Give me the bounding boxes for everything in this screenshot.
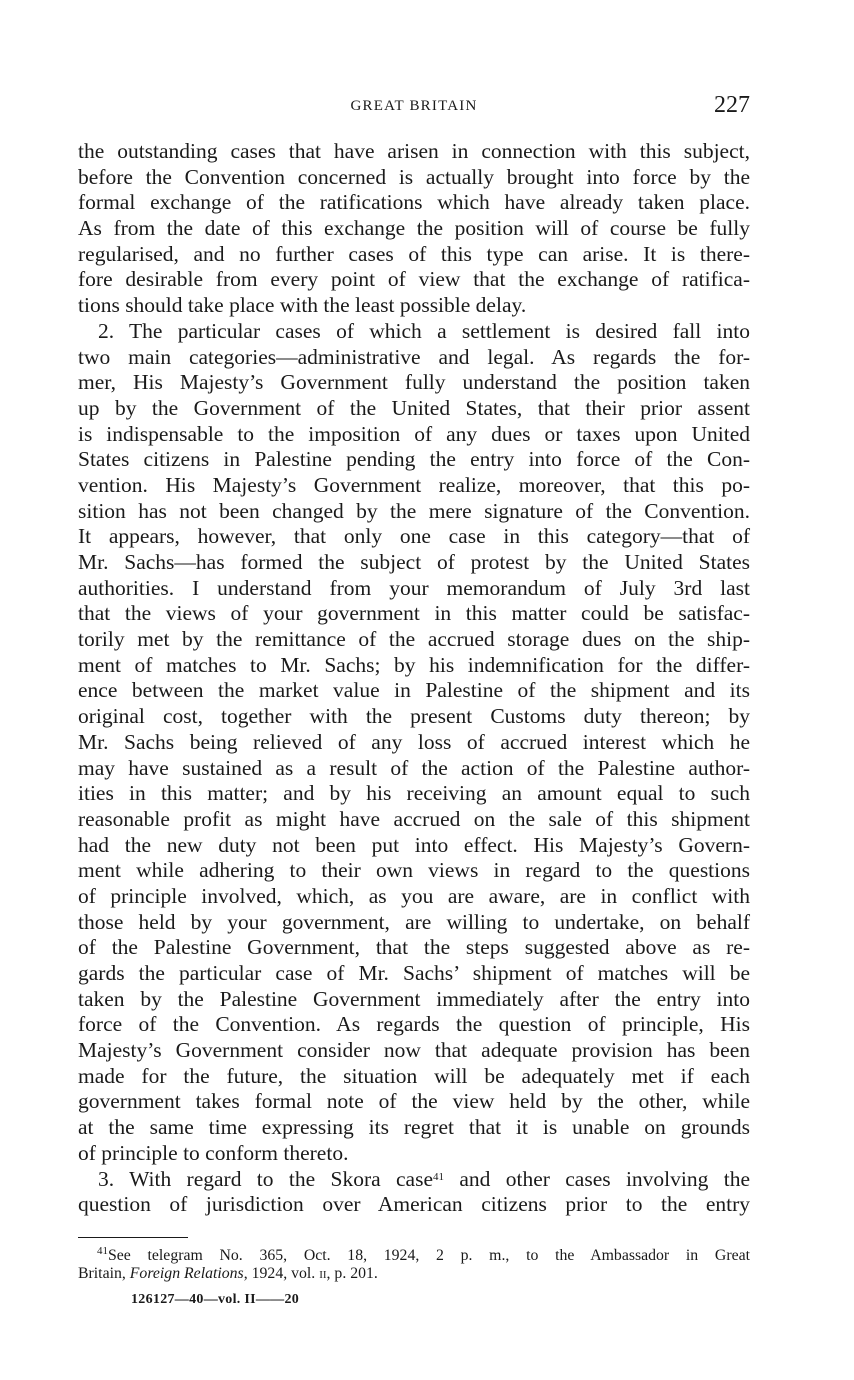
footnote-rule [78,1237,188,1238]
text-line: of principle to conform thereto. [78,1140,349,1165]
text-line: question of jurisdiction over American citizens prior to the entry [78,1192,750,1217]
text-line: ence between the market value in Palestine of the shipment and its [78,678,750,703]
text-line: mer, His Majesty’s Government fully understand the position taken [78,370,750,395]
text-line: up by the Government of the United States, that their prior assent [78,395,750,420]
footnote [78,1247,750,1283]
text-line: 2. The particular cases of which a settlement is desired fall into [98,318,750,343]
text-line: ment while adhering to their own views in regard to the questions [78,858,750,883]
text-line: formal exchange of the ratifications which have already taken place. [78,190,750,215]
text-line: at the same time expressing its regret that it is unable on grounds [78,1115,750,1140]
para3-line1-start: 3. With regard to the Skora case [98,1166,433,1191]
text-line: gards the particular case of Mr. Sachs’ shipment of matches will be [78,961,750,985]
text-line: ities in this matter; and by his receiving an amount equal to such [78,781,750,806]
footnote-line [78,1247,750,1265]
text-line: ment of matches to Mr. Sachs; by his indemnification for the differ- [78,652,750,677]
text-line: sition has not been changed by the mere signature of the Convention. [78,498,750,523]
text-line: that the views of your government in this matter could be satisfac- [78,601,750,626]
page-number: 227 [714,92,750,118]
text-line: of the Palestine Government, that the steps suggested above as re- [78,935,750,960]
footnote-reference: 41 [433,1170,444,1183]
footnote-prefix: Britain, [78,1265,130,1282]
footnote-text-1: See telegram No. 365, Oct. 18, 1924, 2 p. m., to the Ambassador in Great [108,1247,750,1264]
text-line: made for the future, the situation will be adequately met if each [78,1063,750,1088]
paragraph-container [78,139,750,1167]
text-line: is indispensable to the imposition of any dues or taxes upon United [78,421,750,446]
text-line: Mr. Sachs—has formed the subject of protest by the United States [78,550,750,574]
text-line: reasonable profit as might have accrued on the sale of this shipment [78,806,750,831]
text-line: the outstanding cases that have arisen in connection with this subject, [78,139,750,163]
text-line: two main categories—administrative and legal. As regards the for- [78,344,750,369]
text-line: authorities. I understand from your memorandum of July 3rd last [78,575,750,600]
footnote-line [78,1265,750,1283]
text-line: before the Convention concerned is actually brought into force by the [78,164,750,189]
text-line: As from the date of this exchange the position will of course be fully [78,216,750,241]
text-line: had the new duty not been put into effect. His Majesty’s Govern- [78,832,750,857]
text-line: tions should take place with the least possible delay. [78,293,527,318]
text-line: fore desirable from every point of view that the exchange of ratifica- [78,267,750,292]
paragraph-1 [78,139,750,319]
footnote-suffix: , 1924, vol. [243,1265,320,1282]
running-head [78,92,750,122]
text-line: Mr. Sachs being relieved of any loss of accrued interest which he [78,729,750,754]
text-line: original cost, together with the present Customs duty thereon; by [78,704,750,729]
text-line [78,1167,750,1193]
text-line: force of the Convention. As regards the question of principle, His [78,1012,750,1037]
print-code: 126127—40—vol. II——20 [131,1292,300,1307]
footnote-volume: ii [319,1265,327,1282]
text-line: Majesty’s Government consider now that adequate provision has been [78,1038,750,1063]
footnote-end: , p. 201. [326,1265,378,1282]
paragraph-3 [78,1167,750,1218]
footnote-marker: 41 [97,1245,108,1257]
text-line: may have sustained as a result of the action of the Palestine author- [78,755,750,780]
text-line: States citizens in Palestine pending the entry into force of the Con- [78,447,750,472]
body-text [78,139,750,1218]
text-line: government takes formal note of the view held by the other, while [78,1089,750,1114]
paragraph-2 [78,319,750,1167]
text-line: It appears, however, that only one case in this category—that of [78,524,750,549]
para3-line1-end: and other cases involving the [444,1166,750,1191]
running-title: GREAT BRITAIN [350,98,478,114]
document-page [78,0,750,1380]
text-line: vention. His Majesty’s Government realize, moreover, that this po- [78,472,750,497]
text-line: regularised, and no further cases of this type can arise. It is there- [78,241,750,266]
text-line: torily met by the remittance of the accrued storage dues on the ship- [78,627,750,652]
text-line: of principle involved, which, as you are aware, are in conflict with [78,883,750,908]
text-line: those held by your government, are willing to undertake, on behalf [78,909,750,934]
text-line: taken by the Palestine Government immediately after the entry into [78,986,750,1011]
footnote-publication: Foreign Relations [129,1265,244,1282]
